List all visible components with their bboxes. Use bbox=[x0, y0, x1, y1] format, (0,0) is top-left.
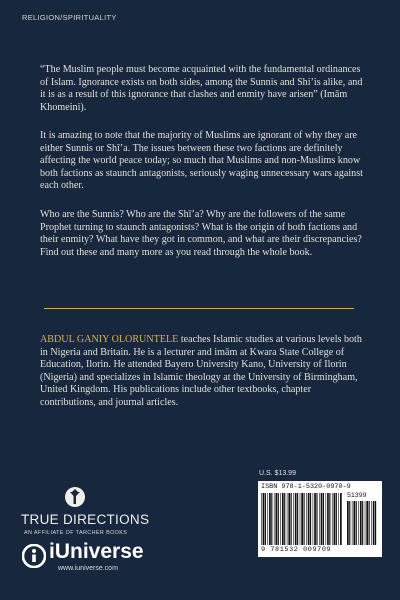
barcode-bar bbox=[267, 493, 268, 545]
author-name: ABDUL GANIY OLORUNTELE bbox=[40, 334, 179, 345]
price-label: U.S. $13.99 bbox=[259, 470, 296, 477]
barcode-bar bbox=[271, 493, 272, 545]
publisher-url: www.iuniverse.com bbox=[58, 565, 118, 572]
barcode-bar bbox=[358, 501, 359, 545]
barcode-bar bbox=[269, 493, 271, 545]
barcode-bar bbox=[313, 493, 314, 545]
barcode-bar bbox=[288, 493, 290, 545]
barcode-bar bbox=[314, 493, 316, 545]
barcode-bar bbox=[334, 493, 336, 545]
barcode-bar bbox=[263, 493, 265, 545]
barcode-bar bbox=[340, 493, 342, 545]
barcode-bar bbox=[371, 501, 372, 545]
barcode-block bbox=[258, 481, 382, 557]
author-bio bbox=[40, 334, 364, 410]
barcode-bar bbox=[347, 501, 349, 545]
barcode-bar bbox=[301, 493, 303, 545]
barcode-bar bbox=[310, 493, 311, 545]
barcode-bar bbox=[323, 493, 324, 545]
iuniverse-logo-icon bbox=[22, 544, 46, 568]
barcode-bar bbox=[360, 501, 362, 545]
barcode-number: 9 781532 009709 bbox=[261, 546, 332, 554]
publisher-name: iUniverse bbox=[49, 540, 144, 563]
barcode-bar bbox=[304, 493, 305, 545]
barcode-bar bbox=[300, 493, 301, 545]
barcode-bar bbox=[308, 493, 310, 545]
barcode-bar bbox=[352, 501, 353, 545]
author-bio-text: teaches Islamic studies at various levels both in Nigeria and Britain. He is a lecturer and imām at Kwara State College of Education, Ilorin. He attended Bayero University Kano, University of Ilorin (Nigeria) and specializes in Islamic theology at the University of Birmingham, United Kingdom. His publications include other textbooks, chapter contributions, and journal articles. bbox=[40, 334, 362, 408]
barcode-bar bbox=[306, 493, 307, 545]
barcode-bar bbox=[329, 493, 330, 545]
price-addon-number: 51399 bbox=[347, 492, 367, 499]
barcode-bar bbox=[365, 501, 366, 545]
ean-barcode bbox=[260, 493, 342, 545]
barcode-bar bbox=[284, 493, 285, 545]
barcode-bar bbox=[261, 493, 262, 545]
barcode-bar bbox=[373, 501, 375, 545]
barcode-bar bbox=[326, 493, 327, 545]
barcode-bar bbox=[295, 493, 297, 545]
gold-divider bbox=[44, 308, 354, 309]
barcode-bar bbox=[327, 493, 329, 545]
barcode-bar bbox=[316, 493, 317, 545]
barcode-bar bbox=[297, 493, 298, 545]
barcode-bar bbox=[291, 493, 292, 545]
barcode-bar bbox=[375, 501, 376, 545]
barcode-bar bbox=[319, 493, 320, 545]
barcode-bar bbox=[280, 493, 281, 545]
barcode-bar bbox=[369, 501, 370, 545]
barcode-bar bbox=[293, 493, 294, 545]
questions-paragraph: Who are the Sunnis? Who are the Shī’a? Why are the followers of the same Prophet turning to staunch antagonists? What is the origin of both factions and their enmity? What have they got in common, and what are their discrepancies? Find out these and many more as you read through the whole book. bbox=[40, 209, 362, 258]
imprint-name: TRUE DIRECTIONS bbox=[21, 512, 150, 527]
description-paragraph: It is amazing to note that the majority of Muslims are ignorant of why they are either Sunnis or Shī’a. The issues between these two factions are definitely affecting the world peace today; so much that Muslims and non-Muslims know both factions as staunch antagonists, seriously waging unnecessary wars against each other. bbox=[40, 130, 363, 192]
barcode-bar bbox=[332, 493, 333, 545]
barcode-bar bbox=[282, 493, 284, 545]
imprint-tagline: AN AFFILIATE OF TARCHER BOOKS bbox=[24, 530, 128, 536]
barcode-bar bbox=[336, 493, 337, 545]
addon-barcode bbox=[346, 501, 378, 545]
barcode-bar bbox=[321, 493, 323, 545]
barcode-bar bbox=[349, 501, 350, 545]
barcode-bar bbox=[276, 493, 278, 545]
barcode-bar bbox=[287, 493, 288, 545]
true-directions-logo-icon bbox=[64, 486, 86, 508]
barcode-bar bbox=[362, 501, 363, 545]
category-label: RELIGION/SPIRITUALITY bbox=[22, 13, 117, 22]
barcode-bar bbox=[366, 501, 368, 545]
barcode-bar bbox=[274, 493, 275, 545]
barcode-bar bbox=[265, 493, 266, 545]
barcode-bar bbox=[356, 501, 357, 545]
barcode-bar bbox=[338, 493, 339, 545]
isbn-text: ISBN 978-1-5320-0970-9 bbox=[261, 483, 351, 491]
barcode-bar bbox=[278, 493, 279, 545]
quote-paragraph: “The Muslim people must become acquainted with the fundamental ordinances of Islam. Ignorance exists on both sides, among the Sunnis and Shi’is alike, and it is as a result of this ignorance that clashes and enmity have arisen” (Imām Khomeini). bbox=[40, 64, 363, 113]
barcode-bar bbox=[353, 501, 355, 545]
